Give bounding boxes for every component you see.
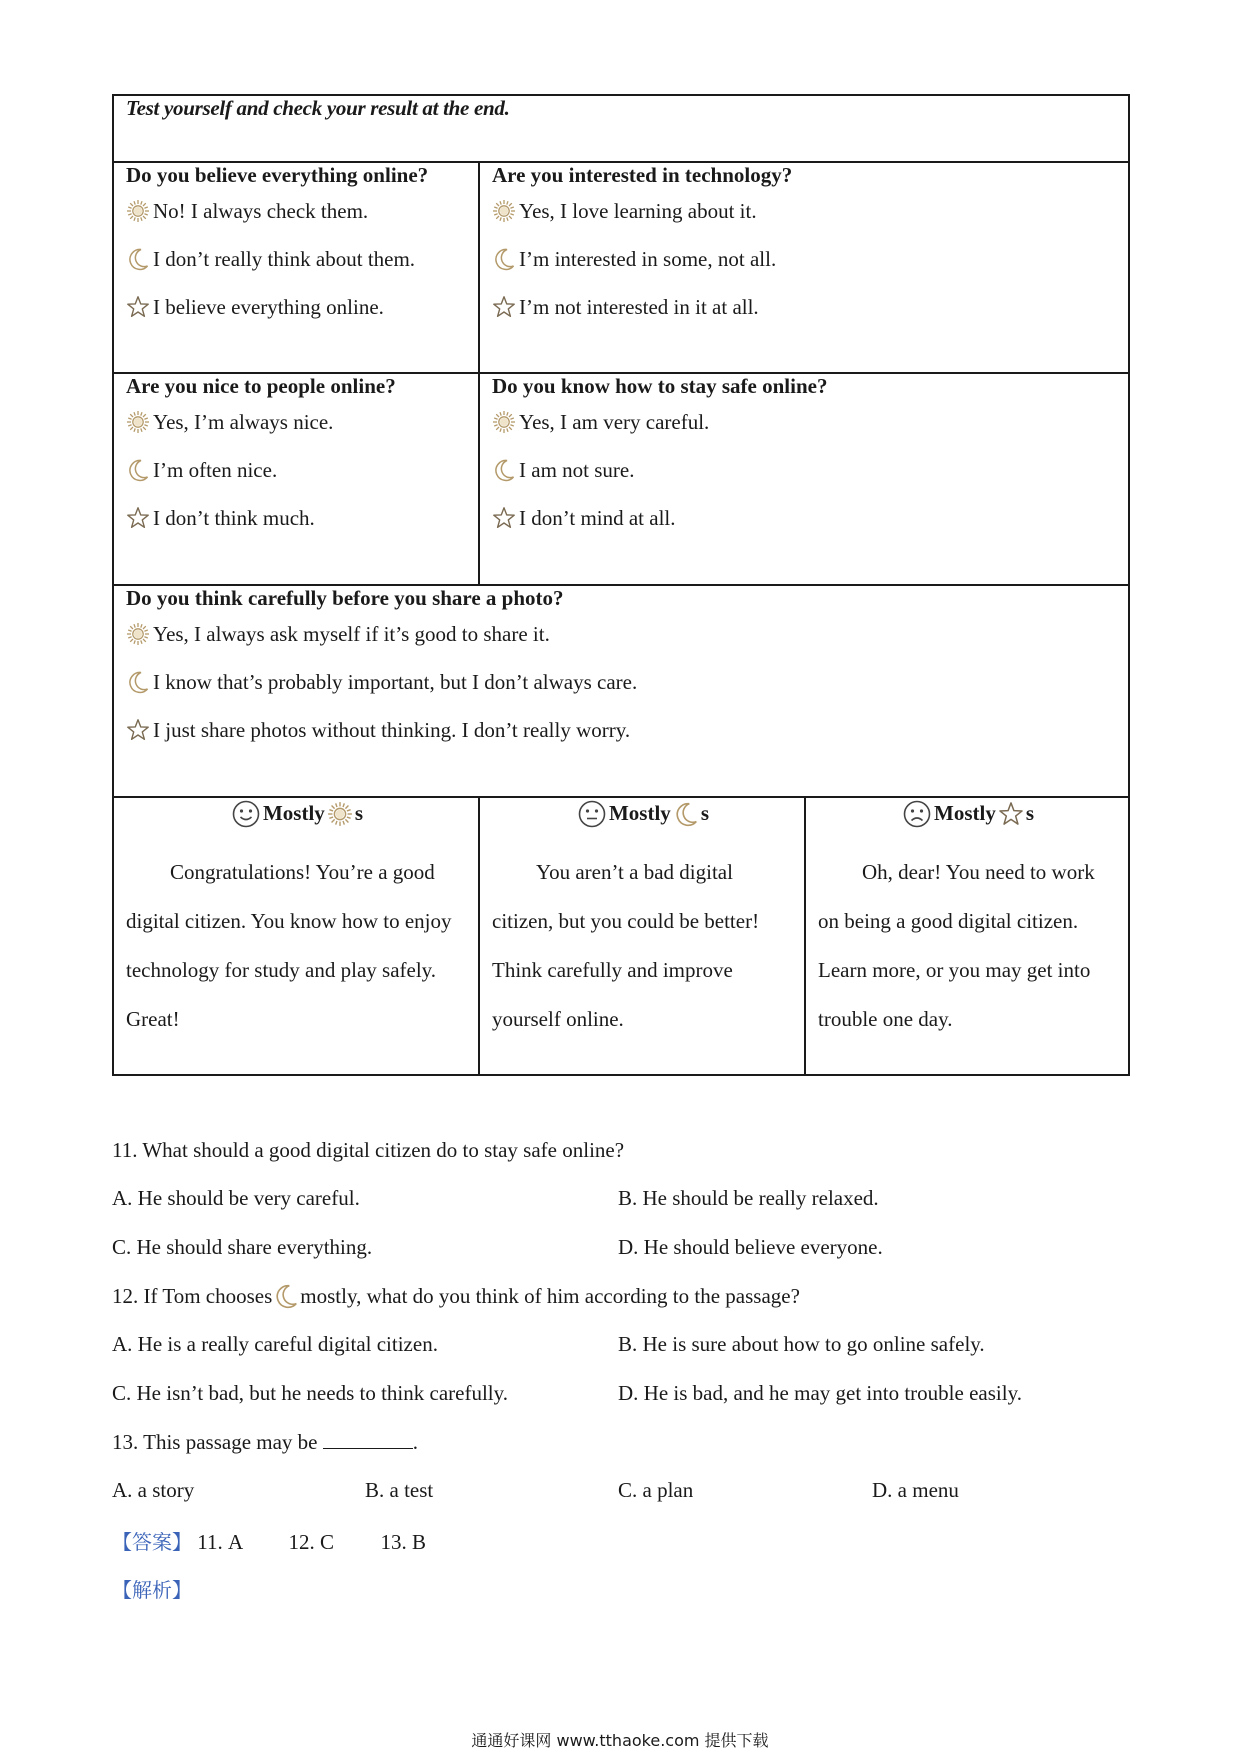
result-suffix: s — [1025, 801, 1035, 826]
question-12-stem — [112, 1283, 800, 1309]
option-moon — [492, 458, 1116, 482]
result-heading — [492, 798, 792, 830]
option-sun — [492, 410, 1116, 434]
q11-option-d: D. He should believe everyone. — [618, 1235, 883, 1259]
answer-tag: 【答案】 — [112, 1530, 192, 1554]
q11-option-b: B. He should be really relaxed. — [618, 1186, 879, 1210]
star-icon — [998, 801, 1024, 827]
q12-option-b: B. He is sure about how to go online safely. — [618, 1332, 985, 1356]
sun-icon — [126, 622, 150, 646]
option-sun — [492, 199, 1116, 223]
sun-icon — [492, 410, 516, 434]
crescent-moon-icon — [492, 458, 516, 482]
option-text: Yes, I always ask myself if it’s good to share it. — [153, 621, 550, 646]
smiling-face-icon — [231, 799, 261, 829]
result-text: Congratulations! You’re a good digital citizen. You know how to enjoy technology for study and play safely. Great! — [126, 859, 452, 1031]
option-sun — [126, 199, 466, 223]
result-cell-star — [805, 797, 1129, 1075]
option-moon — [492, 247, 1116, 271]
result-mostly-label: Mostly — [262, 801, 325, 826]
crescent-moon-icon — [126, 247, 150, 271]
q12-stem-after: mostly, what do you think of him according to the passage? — [300, 1283, 800, 1308]
sun-icon — [327, 801, 353, 827]
intro-text: Test yourself and check your result at the end. — [126, 96, 510, 120]
option-text: I don’t think much. — [153, 506, 315, 531]
crescent-moon-icon — [126, 670, 150, 694]
result-heading — [818, 798, 1116, 830]
q12-option-a: A. He is a really careful digital citizen. — [112, 1332, 438, 1356]
option-text: I am not sure. — [519, 458, 635, 483]
q13-stem-end: . — [412, 1430, 418, 1454]
question-cell — [113, 585, 1129, 797]
result-mostly-label: Mostly — [934, 801, 996, 826]
q12-stem-before: 12. If Tom chooses — [112, 1283, 273, 1308]
crescent-moon-icon — [492, 247, 516, 271]
answer-line — [112, 1526, 426, 1555]
option-moon — [126, 458, 466, 482]
question-cell — [479, 162, 1129, 374]
sad-face-icon — [902, 799, 932, 829]
option-star — [492, 506, 1116, 530]
q13-stem: 13. This passage may be — [112, 1430, 318, 1454]
question-title: Do you know how to stay safe online? — [492, 374, 828, 399]
star-icon — [492, 506, 516, 530]
option-star — [126, 295, 466, 319]
option-moon — [126, 670, 1116, 694]
q12-option-c: C. He isn’t bad, but he needs to think carefully. — [112, 1381, 508, 1405]
neutral-face-icon — [577, 799, 607, 829]
crescent-moon-icon — [273, 1283, 299, 1309]
star-icon — [492, 295, 516, 319]
star-icon — [126, 718, 150, 742]
crescent-moon-icon — [673, 801, 699, 827]
q12-option-d: D. He is bad, and he may get into trouble easily. — [618, 1381, 1022, 1405]
result-mostly-label: Mostly — [608, 801, 671, 826]
option-text: Yes, I am very careful. — [519, 410, 710, 435]
result-suffix: s — [700, 801, 709, 826]
q13-option-b: B. a test — [365, 1478, 434, 1502]
option-text: I don’t mind at all. — [519, 506, 676, 531]
star-icon — [126, 506, 150, 530]
answer-11: 11. A — [197, 1530, 242, 1554]
q11-option-c: C. He should share everything. — [112, 1235, 373, 1259]
option-text: I’m not interested in it at all. — [519, 294, 759, 319]
crescent-moon-icon — [126, 458, 150, 482]
option-text: I just share photos without thinking. I don’t really worry. — [153, 717, 631, 742]
question-title: Are you nice to people online? — [126, 374, 396, 399]
question-title: Are you interested in technology? — [492, 162, 793, 187]
quiz-table — [112, 94, 1130, 1076]
question-cell — [479, 373, 1129, 585]
option-star — [126, 718, 1116, 742]
option-text: Yes, I’m always nice. — [153, 410, 334, 435]
question-title: Do you think carefully before you share a photo? — [126, 585, 564, 610]
q13-option-d: D. a menu — [872, 1478, 959, 1502]
option-text: Yes, I love learning about it. — [519, 198, 757, 223]
page-footer: 通通好课网 www.tthaoke.com 提供下载 — [471, 1731, 769, 1750]
question-cell — [113, 162, 479, 374]
option-text: No! I always check them. — [153, 198, 369, 223]
star-icon — [126, 295, 150, 319]
q13-option-c: C. a plan — [618, 1478, 694, 1502]
option-sun — [126, 622, 1116, 646]
option-text: I believe everything online. — [153, 294, 384, 319]
sun-icon — [126, 410, 150, 434]
analysis-line — [112, 1574, 192, 1603]
option-moon — [126, 247, 466, 271]
answer-blank — [323, 1430, 413, 1449]
option-star — [492, 295, 1116, 319]
intro-cell — [113, 95, 1129, 162]
option-star — [126, 506, 466, 530]
result-text: Oh, dear! You need to work on being a good digital citizen. Learn more, or you may get into trouble one day. — [818, 859, 1095, 1031]
q11-option-a: A. He should be very careful. — [112, 1186, 360, 1210]
result-cell-moon — [479, 797, 805, 1075]
answer-13: 13. B — [380, 1530, 427, 1554]
result-text: You aren’t a bad digital citizen, but you could be better! Think carefully and improve yourself online. — [492, 859, 760, 1031]
option-text: I don’t really think about them. — [153, 246, 416, 271]
result-suffix: s — [354, 801, 363, 826]
question-11-stem: 11. What should a good digital citizen do to stay safe online? — [112, 1138, 625, 1162]
answer-12: 12. C — [288, 1530, 334, 1554]
sun-icon — [492, 199, 516, 223]
sun-icon — [126, 199, 150, 223]
question-cell — [113, 373, 479, 585]
option-sun — [126, 410, 466, 434]
result-heading — [126, 798, 466, 830]
result-cell-sun — [113, 797, 479, 1075]
option-text: I’m often nice. — [153, 458, 278, 483]
q13-option-a: A. a story — [112, 1478, 195, 1502]
option-text: I’m interested in some, not all. — [519, 246, 777, 271]
option-text: I know that’s probably important, but I don’t always care. — [153, 669, 638, 694]
analysis-tag: 【解析】 — [112, 1578, 192, 1602]
question-title: Do you believe everything online? — [126, 162, 429, 187]
question-13-stem — [112, 1430, 418, 1455]
